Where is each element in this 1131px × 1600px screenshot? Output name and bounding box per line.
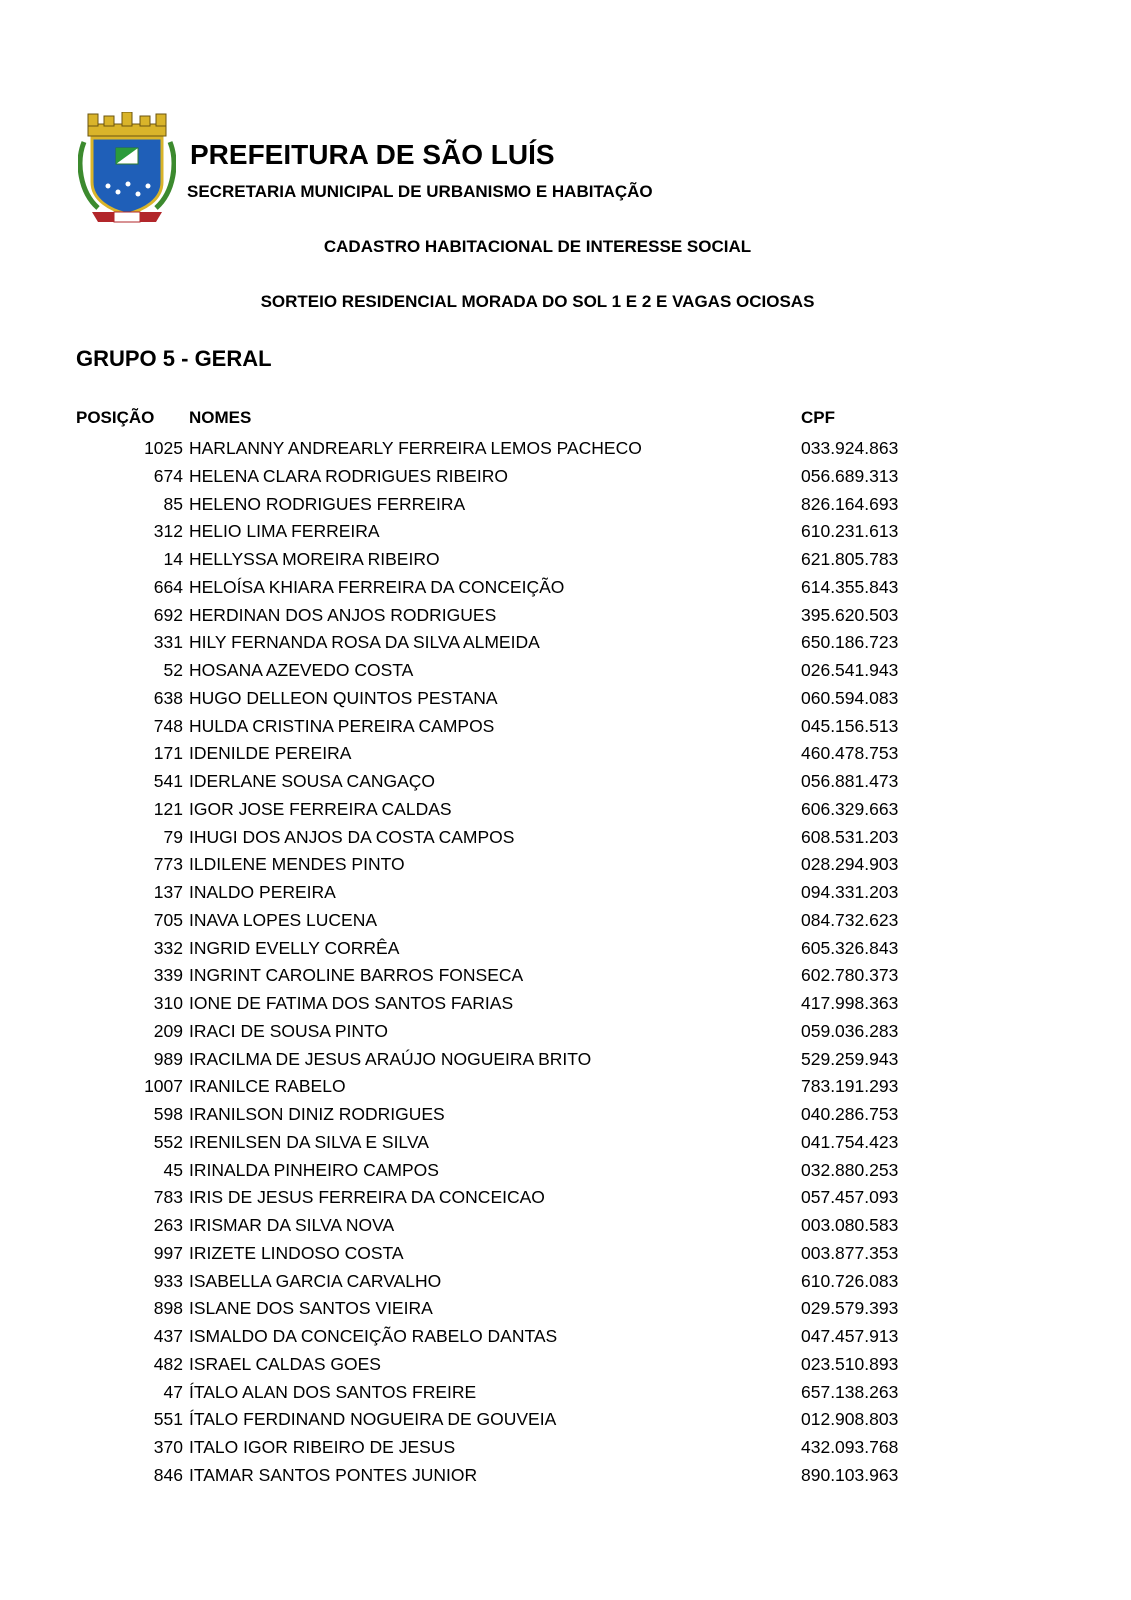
row-cpf: 608.531.203: [801, 826, 899, 847]
table-row: [0, 1046, 1131, 1074]
row-cpf: 602.780.373: [801, 965, 899, 986]
coat-of-arms-logo: [78, 112, 176, 228]
row-position: 263: [153, 1215, 183, 1235]
row-cpf: 029.579.393: [801, 1298, 899, 1319]
row-position: 209: [153, 1020, 183, 1041]
row-cpf: 057.457.093: [801, 1187, 899, 1208]
table-row: [0, 713, 1131, 741]
table-row: [0, 1268, 1131, 1296]
table-row: [0, 935, 1131, 963]
row-cpf: 621.805.783: [801, 549, 899, 569]
row-position: 482: [153, 1353, 183, 1374]
org-subtitle: SECRETARIA MUNICIPAL DE URBANISMO E HABITAÇÃO: [187, 182, 653, 201]
row-cpf: 890.103.963: [801, 1464, 899, 1485]
row-position: 121: [153, 798, 183, 819]
group-title: GRUPO 5 - GERAL: [76, 346, 272, 371]
row-cpf: 045.156.513: [801, 715, 899, 736]
row-position: 705: [153, 909, 183, 930]
table-row: [0, 463, 1131, 491]
row-position: 773: [153, 854, 183, 875]
row-cpf: 003.877.353: [801, 1242, 899, 1263]
row-name: ÍTALO ALAN DOS SANTOS FREIRE: [189, 1381, 477, 1402]
row-name: INGRINT CAROLINE BARROS FONSECA: [189, 965, 524, 986]
row-cpf: 032.880.253: [801, 1159, 899, 1180]
row-cpf: 417.998.363: [801, 993, 899, 1013]
table-row: [0, 1018, 1131, 1046]
row-name: IRENILSEN DA SILVA E SILVA: [189, 1131, 429, 1152]
row-cpf: 094.331.203: [801, 882, 899, 902]
row-position: 997: [153, 1242, 183, 1263]
row-position: 79: [163, 826, 183, 847]
row-position: 171: [153, 743, 183, 764]
row-position: 47: [163, 1381, 183, 1402]
row-position: 1007: [144, 1076, 183, 1097]
table-row: [0, 740, 1131, 768]
row-position: 638: [153, 687, 183, 708]
table-row: [0, 1295, 1131, 1323]
table-row: [0, 1406, 1131, 1434]
row-cpf: 084.732.623: [801, 909, 899, 930]
row-position: 312: [153, 521, 183, 542]
table-row: [0, 1101, 1131, 1129]
row-name: INALDO PEREIRA: [189, 882, 336, 902]
row-name: IRANILSON DINIZ RODRIGUES: [189, 1104, 445, 1124]
table-row: [0, 546, 1131, 574]
table-row: [0, 1129, 1131, 1157]
row-cpf: 060.594.083: [801, 687, 899, 708]
row-name: HULDA CRISTINA PEREIRA CAMPOS: [189, 715, 495, 736]
table-row: [0, 574, 1131, 602]
row-cpf: 614.355.843: [801, 576, 899, 597]
document-subheading: SORTEIO RESIDENCIAL MORADA DO SOL 1 E 2 E VAGAS OCIOSAS: [260, 292, 815, 311]
row-position: 310: [153, 993, 183, 1013]
table-row: [0, 435, 1131, 463]
table-row: [0, 1379, 1131, 1407]
row-name: IHUGI DOS ANJOS DA COSTA CAMPOS: [189, 826, 515, 847]
table-row: [0, 879, 1131, 907]
table-row: [0, 518, 1131, 546]
row-name: IRANILCE RABELO: [189, 1076, 346, 1097]
column-header-names: NOMES: [189, 408, 252, 427]
row-position: 598: [153, 1104, 183, 1124]
table-row: [0, 1184, 1131, 1212]
row-position: 370: [153, 1437, 183, 1457]
row-name: ÍTALO FERDINAND NOGUEIRA DE GOUVEIA: [189, 1409, 557, 1430]
row-position: 437: [153, 1326, 183, 1346]
row-name: INAVA LOPES LUCENA: [189, 909, 378, 930]
table-row: [0, 990, 1131, 1018]
row-position: 45: [163, 1159, 183, 1180]
table-row: [0, 1462, 1131, 1490]
row-name: ITAMAR SANTOS PONTES JUNIOR: [189, 1464, 478, 1485]
row-position: 898: [153, 1298, 183, 1319]
table-row: [0, 1240, 1131, 1268]
row-position: 552: [153, 1131, 183, 1152]
row-cpf: 783.191.293: [801, 1076, 899, 1097]
table-row: [0, 1212, 1131, 1240]
row-name: IRIZETE LINDOSO COSTA: [189, 1242, 404, 1263]
row-name: IRIS DE JESUS FERREIRA DA CONCEICAO: [189, 1187, 545, 1208]
row-position: 664: [153, 576, 183, 597]
row-position: 783: [153, 1187, 183, 1208]
row-name: IRACILMA DE JESUS ARAÚJO NOGUEIRA BRITO: [189, 1048, 592, 1069]
row-name: HOSANA AZEVEDO COSTA: [189, 660, 414, 680]
row-cpf: 033.924.863: [801, 438, 899, 458]
row-name: HILY FERNANDA ROSA DA SILVA ALMEIDA: [189, 632, 540, 653]
row-cpf: 610.726.083: [801, 1270, 899, 1291]
row-position: 14: [163, 549, 183, 569]
row-cpf: 056.881.473: [801, 771, 899, 791]
row-name: ISRAEL CALDAS GOES: [189, 1353, 381, 1374]
row-position: 933: [153, 1270, 183, 1291]
table-row: [0, 629, 1131, 657]
row-name: HERDINAN DOS ANJOS RODRIGUES: [189, 604, 497, 625]
row-name: ISMALDO DA CONCEIÇÃO RABELO DANTAS: [189, 1326, 558, 1346]
table-row: [0, 824, 1131, 852]
row-position: 52: [163, 660, 183, 680]
row-position: 339: [153, 965, 183, 986]
table-row: [0, 685, 1131, 713]
row-name: IRISMAR DA SILVA NOVA: [189, 1215, 395, 1235]
row-position: 331: [153, 632, 183, 653]
table-row: [0, 796, 1131, 824]
row-position: 692: [153, 604, 183, 625]
row-cpf: 047.457.913: [801, 1326, 899, 1346]
names-table: [0, 435, 1131, 1490]
table-row: [0, 1073, 1131, 1101]
row-name: HARLANNY ANDREARLY FERREIRA LEMOS PACHECO: [189, 438, 642, 458]
row-position: 137: [153, 882, 183, 902]
column-header-cpf: CPF: [801, 408, 835, 427]
row-position: 748: [153, 715, 183, 736]
row-cpf: 040.286.753: [801, 1104, 899, 1124]
row-cpf: 026.541.943: [801, 660, 899, 680]
row-cpf: 529.259.943: [801, 1048, 899, 1069]
table-row: [0, 962, 1131, 990]
row-name: IONE DE FATIMA DOS SANTOS FARIAS: [189, 993, 514, 1013]
row-name: HUGO DELLEON QUINTOS PESTANA: [189, 687, 498, 708]
table-row: [0, 1434, 1131, 1462]
row-name: IRACI DE SOUSA PINTO: [189, 1020, 389, 1041]
row-position: 1025: [144, 438, 183, 458]
row-cpf: 023.510.893: [801, 1353, 899, 1374]
row-position: 989: [153, 1048, 183, 1069]
row-name: INGRID EVELLY CORRÊA: [189, 937, 400, 958]
table-row: [0, 907, 1131, 935]
column-header-position: POSIÇÃO: [76, 408, 155, 427]
row-cpf: 003.080.583: [801, 1215, 899, 1235]
row-name: ISLANE DOS SANTOS VIEIRA: [189, 1298, 433, 1319]
row-position: 674: [153, 465, 183, 486]
table-row: [0, 851, 1131, 879]
row-cpf: 657.138.263: [801, 1381, 899, 1402]
row-cpf: 606.329.663: [801, 798, 899, 819]
table-row: [0, 602, 1131, 630]
table-row: [0, 1323, 1131, 1351]
row-cpf: 028.294.903: [801, 854, 899, 875]
row-name: IDERLANE SOUSA CANGAÇO: [189, 771, 436, 791]
document-heading: CADASTRO HABITACIONAL DE INTERESSE SOCIAL: [323, 237, 752, 256]
row-name: ISABELLA GARCIA CARVALHO: [189, 1270, 442, 1291]
org-title: PREFEITURA DE SÃO LUÍS: [190, 139, 555, 170]
row-name: HELLYSSA MOREIRA RIBEIRO: [189, 549, 440, 569]
table-row: [0, 491, 1131, 519]
row-cpf: 605.326.843: [801, 937, 899, 958]
table-row: [0, 768, 1131, 796]
row-position: 541: [153, 771, 183, 791]
row-name: IDENILDE PEREIRA: [189, 743, 352, 764]
row-name: ITALO IGOR RIBEIRO DE JESUS: [189, 1437, 456, 1457]
row-cpf: 610.231.613: [801, 521, 899, 542]
row-position: 551: [153, 1409, 183, 1430]
row-cpf: 460.478.753: [801, 743, 899, 764]
row-cpf: 432.093.768: [801, 1437, 899, 1457]
table-row: [0, 657, 1131, 685]
row-position: 846: [153, 1464, 183, 1485]
row-name: HELENA CLARA RODRIGUES RIBEIRO: [189, 465, 508, 486]
row-cpf: 041.754.423: [801, 1131, 899, 1152]
row-name: IRINALDA PINHEIRO CAMPOS: [189, 1159, 439, 1180]
row-cpf: 826.164.693: [801, 493, 899, 514]
row-position: 332: [153, 937, 183, 958]
row-cpf: 012.908.803: [801, 1409, 899, 1430]
table-row: [0, 1351, 1131, 1379]
row-cpf: 395.620.503: [801, 604, 899, 625]
row-cpf: 056.689.313: [801, 465, 899, 486]
row-name: ILDILENE MENDES PINTO: [189, 854, 405, 875]
row-cpf: 650.186.723: [801, 632, 899, 653]
row-name: HELENO RODRIGUES FERREIRA: [189, 493, 466, 514]
table-row: [0, 1157, 1131, 1185]
row-name: HELOÍSA KHIARA FERREIRA DA CONCEIÇÃO: [189, 576, 565, 597]
row-cpf: 059.036.283: [801, 1020, 899, 1041]
row-position: 85: [163, 493, 183, 514]
row-name: IGOR JOSE FERREIRA CALDAS: [189, 798, 452, 819]
row-name: HELIO LIMA FERREIRA: [189, 521, 380, 542]
